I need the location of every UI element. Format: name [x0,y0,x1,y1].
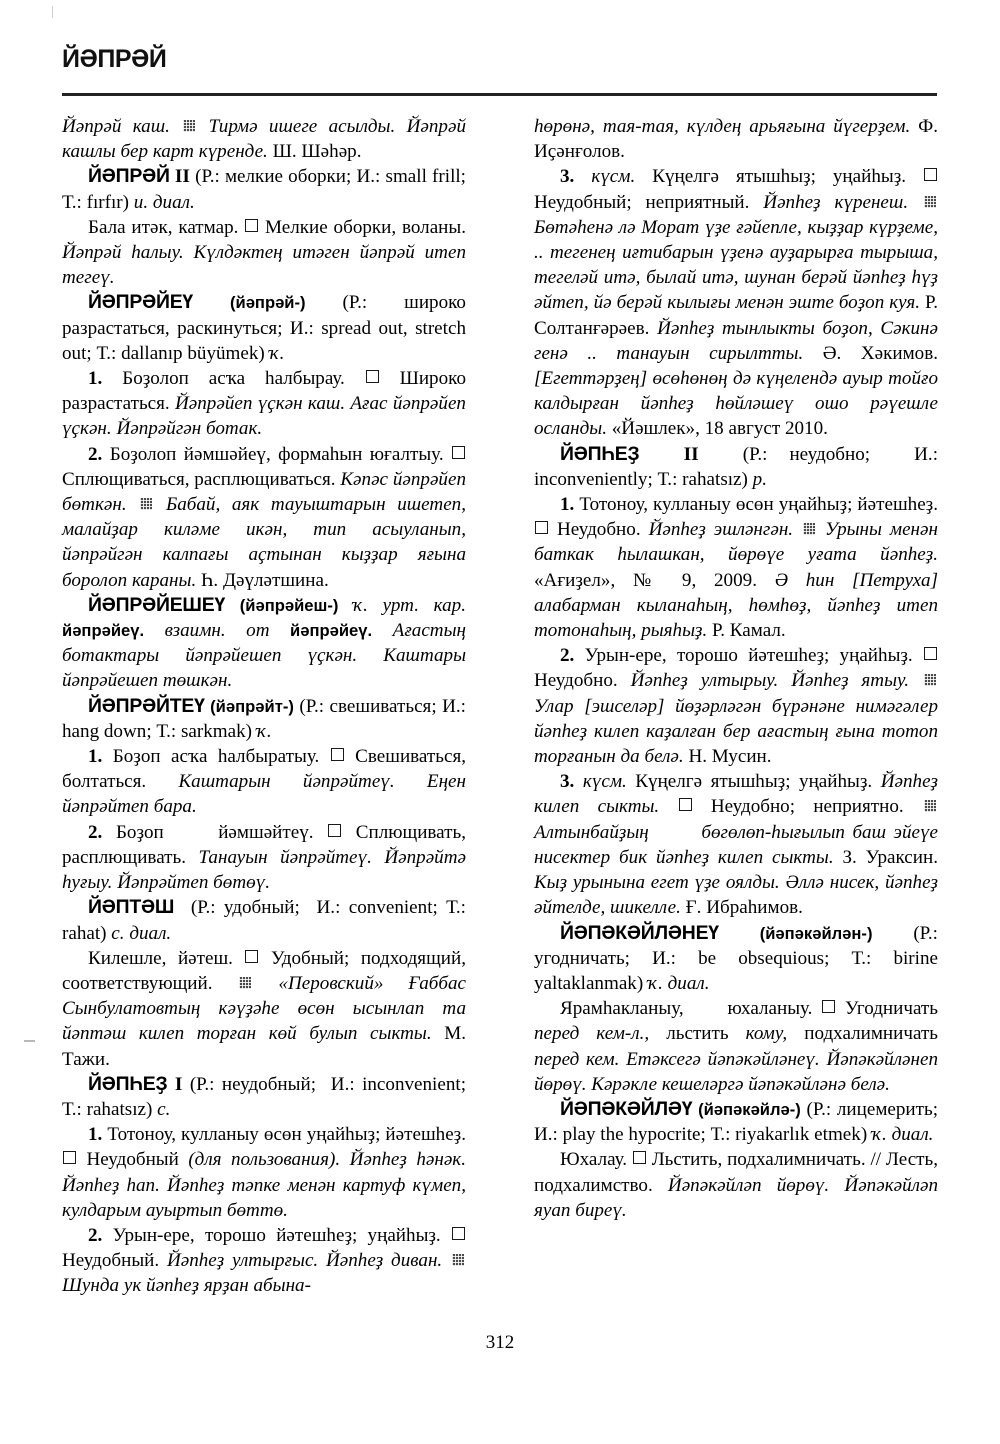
running-head: ЙӘПРӘЙ [62,45,167,73]
entry-yaphez-1-sense2-continuation: һөрөнә, тая-тая, күлдең арьяғына йүгерҙем. Ф. Иҫәнғолов. [534,116,938,163]
entry-yaptash-body: Килешле, йәтеш. Удобный; подходящий, соответствующий. «Перовский» Ғаббас Сынбулатовтың кәүҙәһе өсөн ысынлап та йәптәш килеп торған көй булып сыкты. М. Тажи. [62,947,466,1070]
headword: ЙӘПРӘЙЕҮ [88,291,194,314]
open-square-icon [331,748,344,761]
text-columns [62,114,938,1314]
sense-number: 3. [560,771,575,793]
open-square-icon [535,521,548,534]
scan-artifact-top [52,6,53,18]
filled-square-icon [803,523,815,535]
open-square-icon [452,446,465,459]
entry-yapraitew-sense-1: 1. Боҙоп асҡа һалбыратыу. Свешиваться, болтаться. Каштарын йәпрәйтеү. Еңен йәпрәйтеп бара. [62,746,466,818]
sense-number: 2. [88,1224,103,1246]
filled-square-icon [924,674,936,686]
headword: ЙӘПҺЕҘ [88,1072,168,1095]
open-square-icon [366,370,379,383]
cross-reference: йәпрәйеү. [62,621,145,641]
open-square-icon [63,1151,76,1164]
filled-square-icon [183,120,195,132]
headword: ЙӘПРӘЙТЕҮ [88,694,205,717]
headword: ЙӘПТӘШ [88,896,175,919]
sense-number: 2. [88,821,103,843]
entry-yapakailanew-body: Ярамһакланыу, юхаланыу. Угодничать перед кем-л., льстить кому, подхалимничать перед кем. Етәксегә йәпәкәйләнеү. Йәпәкәйләнеп йөрөү. Кәрәкле кешеләргә йәпәкәйләнә белә. [534,998,938,1095]
sense-number: 2. [88,443,103,465]
headword-roman: I [174,1073,183,1095]
entry-yapraitew: ЙӘПРӘЙТЕҮ (йәпрәйт-) (Р.: свешиваться; И.: hang down; Т.: sarkmak) ҡ. [62,694,466,742]
entry-yapraieshew: ЙӘПРӘЙЕШЕҮ (йәпрәйеш-) ҡ. урт. кар. йәпрәйеү. взаимн. от йәпрәйеү. Ағастың ботактары йәпрәйешеп үҫкән. Каштары йәпрәйешеп төшкән. [62,593,466,692]
sense-number: 1. [560,494,575,516]
open-square-icon [452,1227,465,1240]
entry-yaphez-2-sense-2: 2. Урын-ере, торошо йәтешһеҙ; уңайһыҙ. Неудобно. Йәпһеҙ ултырыу. Йәпһеҙ ятыу. Улар [эшселәр] йөҙәрләгән бүрәнәне нимәгәлер йәпһеҙ килеп каҙалған бер ағастың ғына тотоп торғанын да белә. Н. Мусин. [534,645,938,768]
headword-roman: II [174,166,190,188]
headword-stem: (йәпрәйеш-) [239,595,339,615]
open-square-icon [245,950,258,963]
entry-yaphez-1-sense-3: 3. күсм. Күңелгә ятышһыҙ; уңайһыҙ. Неудобный; неприятный. Йәпһеҙ күренеш. Бөтәһенә лә Морат үҙе ғәйепле, кыҙҙар күрҙеме, .. тегенең иғтибарын үҙенә ауҙарырға тырыша, тегеләй итә, былай итә, шунан берәй йәпһеҙ һүҙ әйтеп, йә берәй кылығы менән эште боҙоп куя. Р. Солтанғәрәев. Йәпһеҙ тынлыкты боҙоп, Сәкинә генә .. танауын сирылтты. Ә. Хәкимов. [Егеттәрҙең] өсөһөнөң дә күңелендә ауыр тойғо калдырған йәпһеҙ һөйләшеү ошо рәүешле осланды. «Йәшлек», 18 август 2010. [534,166,938,440]
entry-yaptash: ЙӘПТӘШ (Р.: удобный; И.: convenient; Т.: rahat) с. диал. [62,896,466,944]
entry-yaprai-2-body: Бала итәк, катмар. Мелкие оборки, воланы. Йәпрәй һалыу. Күлдәктең итәген йәпрәй итеп тегеү. [62,216,466,289]
entry-yapraiew-sense-2: 2. Боҙолоп йәмшәйеү, формаһын юғалтыу. Сплющиваться, расплющиваться. Кәпәс йәпрәйеп бөткән. Бабай, аяк тауыштарын ишетеп, малайҙар киләме икән, тип асыуланып, йәпрәйгән калпағы аҫтынан кыҙҙар яғына боролоп караны. Һ. Дәүләтшина. [62,443,466,591]
page-number: 312 [485,1332,515,1353]
open-square-icon [633,1151,646,1164]
entry-yapakailaw-body: Юхалау. Льстить, подхалимничать. // Лесть, подхалимство. Йәпәкәйләп йөрөү. Йәпәкәйләп яуап биреү. [534,1149,938,1221]
sense-number: 1. [88,368,103,390]
entry-yaphez-2: ЙӘПҺЕҘ II (Р.: неудобно; И.: inconveniently; Т.: rahatsız) р. [534,442,939,490]
open-square-icon [679,798,692,811]
sense-number: 1. [88,1124,103,1146]
filled-square-icon [239,977,251,989]
filled-square-icon [924,800,936,812]
headword: ЙӘПӘКӘЙЛӘҮ [560,1097,693,1120]
headword: ЙӘПӘКӘЙЛӘНЕҮ [560,921,719,944]
entry-yapraiew: ЙӘПРӘЙЕҮ (йәпрәй-) (Р.: широко разрастаться, раскинуться; И.: spread out, stretch out; Т.: dallanıp büyümek) ҡ. [62,291,466,364]
headword: ЙӘПРӘЙ [88,165,170,188]
open-square-icon [924,168,937,181]
open-square-icon [924,647,937,660]
sense-number: 2. [560,645,575,667]
right-column [534,114,938,1314]
filled-square-icon [140,498,152,510]
entry-yaprai-2: ЙӘПРӘЙ II (Р.: мелкие оборки; И.: small frill; Т.: fırfır) и. диал. [62,165,466,213]
entry-yapakailanew: ЙӘПӘКӘЙЛӘНЕҮ (йәпәкәйлән-) (Р.: угодничать; И.: be obsequious; Т.: birine yaltaklanmak) ҡ. диал. [534,921,938,994]
sense-number: 3. [560,166,575,188]
filled-square-icon [452,1254,464,1266]
headword: ЙӘПРӘЙЕШЕҮ [88,593,226,616]
entry-yapraitew-sense-2: 2. Боҙоп йәмшәйтеү. Сплющивать, расплющивать. Танауын йәпрәйтеү. Йәпрәйтә һуғыу. Йәпрәйтеп бөтөү. [62,821,466,894]
entry-yapraiew-sense-1: 1. Боҙолоп асҡа һалбырау. Широко разрастаться. Йәпрәйеп үҫкән каш. Ағас йәпрәйеп үҫкән. Йәпрәйгән ботак. [62,368,467,440]
left-column [62,114,466,1314]
entry-yapakailaw: ЙӘПӘКӘЙЛӘҮ (йәпәкәйлә-) (Р.: лицемерить; И.: play the hypocrite; Т.: riyakarlık etmek) ҡ. диал. [534,1097,938,1146]
headword-stem: (йәпрәй-) [229,293,306,313]
entry-yaphez-1-sense-1: 1. Тотоноу, кулланыу өсөн уңайһыҙ; йәтешһеҙ. Неудобный (для пользования). Йәпһеҙ һәнәк. Йәпһеҙ han. Йәпһеҙ тәпке менән картуф күмеп, кулдарым ауыртып бөттө. [62,1124,466,1221]
open-square-icon [822,1000,835,1013]
filled-square-icon [924,196,936,208]
header-rule [62,93,937,96]
entry-yaprai-1-continuation: Йәпрәй каш. Тирмә ишеге асылды. Йәпрәй кашлы бер карт күренде. Ш. Шәһәр. [62,116,466,163]
sense-number: 1. [88,746,103,768]
open-square-icon [245,219,258,232]
headword-stem: (йәпәкәйлән-) [759,923,873,943]
entry-yaphez-1: ЙӘПҺЕҘ I (Р.: неудобный; И.: inconvenient; Т.: rahatsız) с. [62,1072,466,1120]
headword: ЙӘПҺЕҘ [560,442,640,465]
entry-yaphez-2-sense-3: 3. күсм. Күңелгә ятышһыҙ; уңайһыҙ. Йәпһеҙ килеп сыкты. Неудобно; неприятно. Алтынбайҙың бөгөлөп-һығылып баш эйеүе нисектер бик йәпһеҙ килеп сыкты. З. Ураксин. Кыҙ урынына егет үҙе оялды. Әллә нисек, йәпһеҙ әйтелде, шикелле. Ғ. Ибраһимов. [534,771,938,919]
entry-yaphez-1-sense-2: 2. Урын-ере, торошо йәтешһеҙ; уңайһыҙ. Неудобный. Йәпһеҙ ултырғыс. Йәпһеҙ диван. Шунда ук йәпһеҙ ярҙан абына- [62,1223,466,1299]
headword-stem: (йәпрәйт-) [210,696,294,716]
cross-reference: йәпрәйеү. [290,621,373,641]
entry-yaphez-2-sense-1: 1. Тотоноу, кулланыу өсөн уңайһыҙ; йәтешһеҙ. Неудобно. Йәпһеҙ эшләнгән. Урыны менән баткак һылашкан, йөрөүе уғата йәпһеҙ. «Ағиҙел», № 9, 2009. Ә hин [Петруха] алабарман кыланаһың, һөмһөҙ, йәпһеҙ итеп тотонаһың, рыяһыҙ. Р. Камал. [534,494,938,642]
headword-roman: II [683,443,699,465]
headword-stem: (йәпәкәйлә-) [698,1099,801,1119]
open-square-icon [328,824,341,837]
scan-artifact-left [24,1040,35,1042]
